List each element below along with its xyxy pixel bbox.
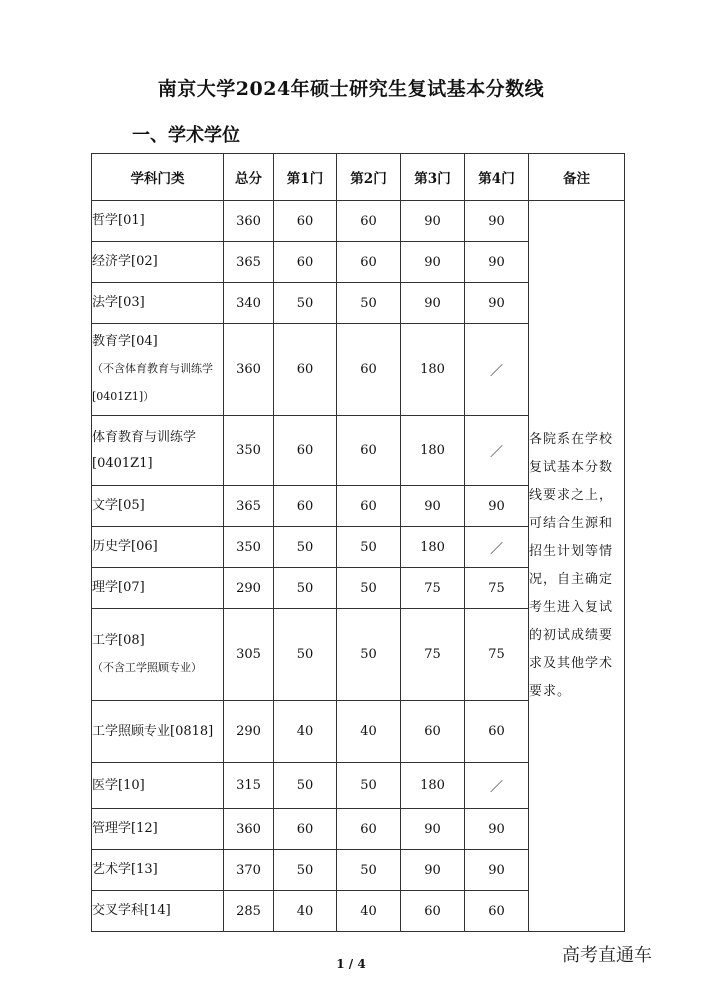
score-c3: 60 xyxy=(401,701,465,763)
score-c2: 50 xyxy=(337,850,401,891)
score-c4: ／ xyxy=(465,527,529,568)
discipline-name: 理学[07] xyxy=(92,580,145,595)
score-c4: ／ xyxy=(465,324,529,416)
discipline-cell xyxy=(92,850,224,891)
remarks-cell: 各院系在学校复试基本分数线要求之上，可结合生源和招生计划等情况，自主确定考生进入复试的初试成绩要求及其他学术要求。 xyxy=(529,201,625,932)
score-c2: 60 xyxy=(337,809,401,850)
score-c3: 90 xyxy=(401,486,465,527)
score-c4: 75 xyxy=(465,609,529,701)
discipline-cell xyxy=(92,486,224,527)
header-total: 总分 xyxy=(224,154,274,201)
discipline-name: 工学[08] xyxy=(92,632,145,648)
discipline-name: 医学[10] xyxy=(92,777,145,793)
score-total: 360 xyxy=(224,324,274,416)
score-c1: 50 xyxy=(274,283,337,324)
score-c4: 60 xyxy=(465,701,529,763)
discipline-name: 管理学[12] xyxy=(92,821,158,836)
discipline-note: （不含体育教育与训练学[0401Z1]） xyxy=(92,361,213,403)
discipline-name: 工学照顾专业[0818] xyxy=(92,723,214,739)
discipline-cell xyxy=(92,242,224,283)
discipline-cell xyxy=(92,809,224,850)
score-total: 315 xyxy=(224,763,274,809)
score-c1: 60 xyxy=(274,324,337,416)
score-c1: 50 xyxy=(274,568,337,609)
watermark: 高考直通车 xyxy=(562,945,652,966)
score-c4: 90 xyxy=(465,850,529,891)
discipline-cell xyxy=(92,891,224,932)
score-c3: 180 xyxy=(401,324,465,416)
score-c4: 60 xyxy=(465,891,529,932)
score-c4: 90 xyxy=(465,809,529,850)
score-c3: 75 xyxy=(401,609,465,701)
discipline-name: 文学[05] xyxy=(92,498,145,513)
score-c1: 60 xyxy=(274,416,337,486)
discipline-note: （不含工学照顾专业） xyxy=(92,660,202,674)
score-c3: 180 xyxy=(401,527,465,568)
table-body xyxy=(92,201,625,932)
discipline-cell xyxy=(92,568,224,609)
page-number: 1 / 4 xyxy=(336,957,366,971)
page-title: 南京大学2024年硕士研究生复试基本分数线 xyxy=(157,78,545,100)
discipline-name: 体育教育与训练学[0401Z1] xyxy=(92,429,197,471)
score-c2: 60 xyxy=(337,201,401,242)
discipline-cell xyxy=(92,701,224,763)
score-c4: ／ xyxy=(465,416,529,486)
score-total: 350 xyxy=(224,527,274,568)
table-row xyxy=(92,201,625,242)
score-c4: 75 xyxy=(465,568,529,609)
score-c1: 50 xyxy=(274,763,337,809)
discipline-cell xyxy=(92,527,224,568)
score-table xyxy=(91,153,625,932)
section-heading: 一、学术学位 xyxy=(132,125,240,146)
score-total: 365 xyxy=(224,486,274,527)
header-subject-2: 第2门 xyxy=(337,154,401,201)
score-c3: 60 xyxy=(401,891,465,932)
score-c1: 40 xyxy=(274,701,337,763)
discipline-name: 经济学[02] xyxy=(92,254,158,269)
discipline-name: 教育学[04] xyxy=(92,333,158,349)
score-total: 290 xyxy=(224,568,274,609)
score-total: 360 xyxy=(224,201,274,242)
score-c3: 180 xyxy=(401,416,465,486)
discipline-cell xyxy=(92,416,224,486)
discipline-name: 历史学[06] xyxy=(92,539,158,554)
score-c2: 50 xyxy=(337,609,401,701)
score-c2: 40 xyxy=(337,701,401,763)
score-total: 340 xyxy=(224,283,274,324)
score-c2: 60 xyxy=(337,416,401,486)
score-c2: 50 xyxy=(337,763,401,809)
score-c4: 90 xyxy=(465,283,529,324)
discipline-cell xyxy=(92,201,224,242)
score-c4: 90 xyxy=(465,242,529,283)
score-total: 305 xyxy=(224,609,274,701)
header-subject-3: 第3门 xyxy=(401,154,465,201)
header-discipline: 学科门类 xyxy=(92,154,224,201)
score-c1: 60 xyxy=(274,201,337,242)
score-total: 285 xyxy=(224,891,274,932)
score-c1: 60 xyxy=(274,486,337,527)
score-c2: 60 xyxy=(337,324,401,416)
discipline-name: 交叉学科[14] xyxy=(92,903,171,918)
discipline-cell xyxy=(92,283,224,324)
score-c1: 50 xyxy=(274,527,337,568)
score-total: 290 xyxy=(224,701,274,763)
score-c1: 40 xyxy=(274,891,337,932)
score-c1: 60 xyxy=(274,242,337,283)
score-c2: 50 xyxy=(337,527,401,568)
score-c1: 50 xyxy=(274,850,337,891)
score-c4: 90 xyxy=(465,201,529,242)
score-c1: 50 xyxy=(274,609,337,701)
score-c2: 40 xyxy=(337,891,401,932)
header-subject-4: 第4门 xyxy=(465,154,529,201)
score-total: 370 xyxy=(224,850,274,891)
score-c2: 60 xyxy=(337,242,401,283)
discipline-cell xyxy=(92,324,224,416)
score-total: 365 xyxy=(224,242,274,283)
score-c3: 90 xyxy=(401,283,465,324)
score-total: 360 xyxy=(224,809,274,850)
discipline-cell xyxy=(92,763,224,809)
header-remarks: 备注 xyxy=(529,154,625,201)
score-c2: 50 xyxy=(337,568,401,609)
score-c1: 60 xyxy=(274,809,337,850)
score-c3: 90 xyxy=(401,201,465,242)
score-c4: 90 xyxy=(465,486,529,527)
score-c3: 90 xyxy=(401,242,465,283)
discipline-name: 哲学[01] xyxy=(92,213,145,228)
score-c2: 60 xyxy=(337,486,401,527)
score-c3: 180 xyxy=(401,763,465,809)
discipline-cell xyxy=(92,609,224,701)
table-header-row xyxy=(92,154,625,201)
score-c2: 50 xyxy=(337,283,401,324)
score-total: 350 xyxy=(224,416,274,486)
score-c4: ／ xyxy=(465,763,529,809)
score-c3: 90 xyxy=(401,850,465,891)
discipline-name: 法学[03] xyxy=(92,295,145,310)
discipline-name: 艺术学[13] xyxy=(92,862,158,877)
header-subject-1: 第1门 xyxy=(274,154,337,201)
score-c3: 90 xyxy=(401,809,465,850)
score-c3: 75 xyxy=(401,568,465,609)
